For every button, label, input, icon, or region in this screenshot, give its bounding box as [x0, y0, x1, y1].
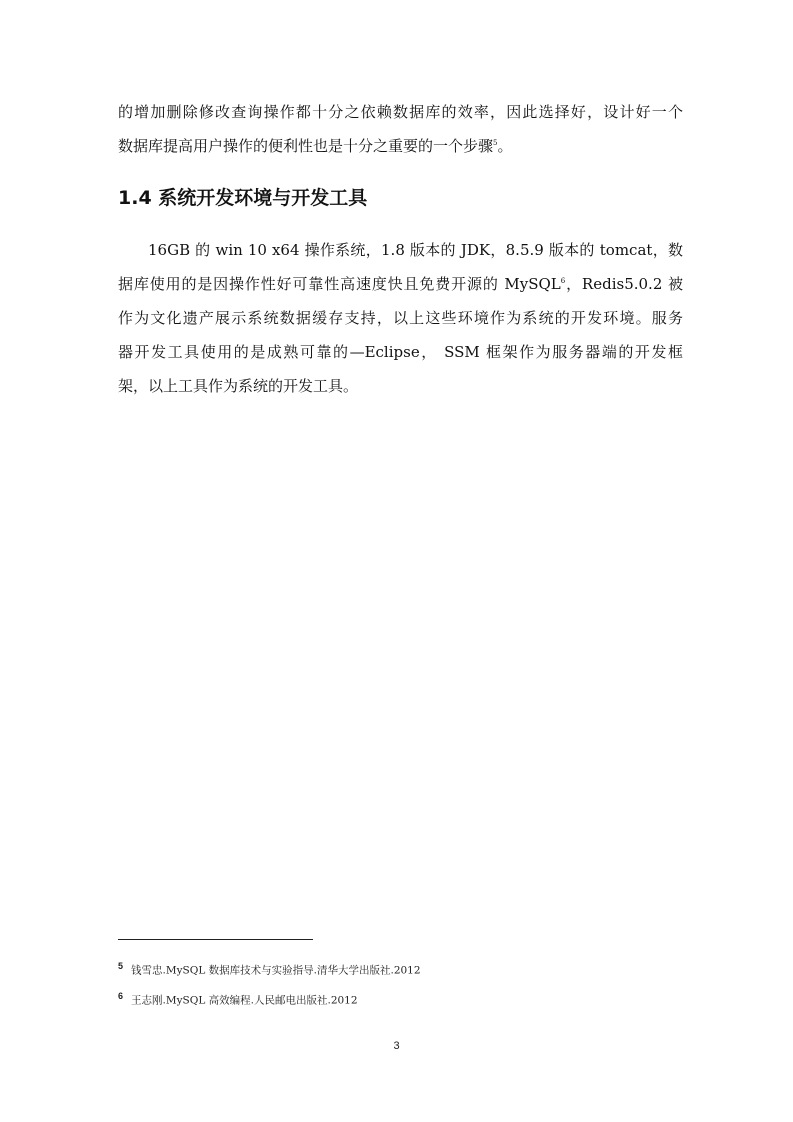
page-number: 3	[393, 1040, 400, 1052]
paragraph-line: 16GB 的 win 10 x64 操作系统，1.8 版本的 JDK，8.5.9 版本的 tomcat，数	[148, 241, 683, 259]
paragraph-line: 架，以上工具作为系统的开发工具。	[118, 377, 359, 395]
paragraph-line	[118, 267, 683, 301]
section-heading: 1.4 系统开发环境与开发工具	[118, 187, 368, 209]
paragraph-line: 的增加删除修改查询操作都十分之依赖数据库的效率，因此选择好，设计好一个	[118, 103, 683, 121]
footnote-number: 6	[118, 991, 124, 1001]
footnote-5	[118, 958, 421, 979]
paragraph-environment	[118, 233, 683, 403]
footnote-ref-5[interactable]: 5	[493, 139, 498, 147]
footnote-separator	[118, 939, 313, 940]
footnote-ref-6[interactable]: 6	[560, 277, 566, 285]
paragraph-text: ，Redis5.0.2 被	[565, 275, 683, 293]
footnote-number: 5	[118, 961, 124, 971]
paragraph-text: 数据库提高用户操作的便利性也是十分之重要的一个步骤	[118, 137, 494, 155]
paragraph-text: 。	[497, 137, 513, 155]
paragraph-intro	[118, 95, 683, 163]
paragraph-line	[118, 129, 683, 163]
footnote-text: 钱雪忠.MySQL 数据库技术与实验指导.清华大学出版社.2012	[131, 964, 421, 977]
paragraph-text: 据库使用的是因操作性好可靠性高速度快且免费开源的 MySQL	[118, 275, 561, 293]
paragraph-line: 器开发工具使用的是成熟可靠的—Eclipse， SSM 框架作为服务器端的开发框	[118, 343, 683, 361]
paragraph-line: 作为文化遗产展示系统数据缓存支持，以上这些环境作为系统的开发环境。服务	[118, 309, 683, 327]
footnote-6	[118, 988, 358, 1009]
footnote-text: 王志刚.MySQL 高效编程.人民邮电出版社.2012	[131, 994, 358, 1007]
